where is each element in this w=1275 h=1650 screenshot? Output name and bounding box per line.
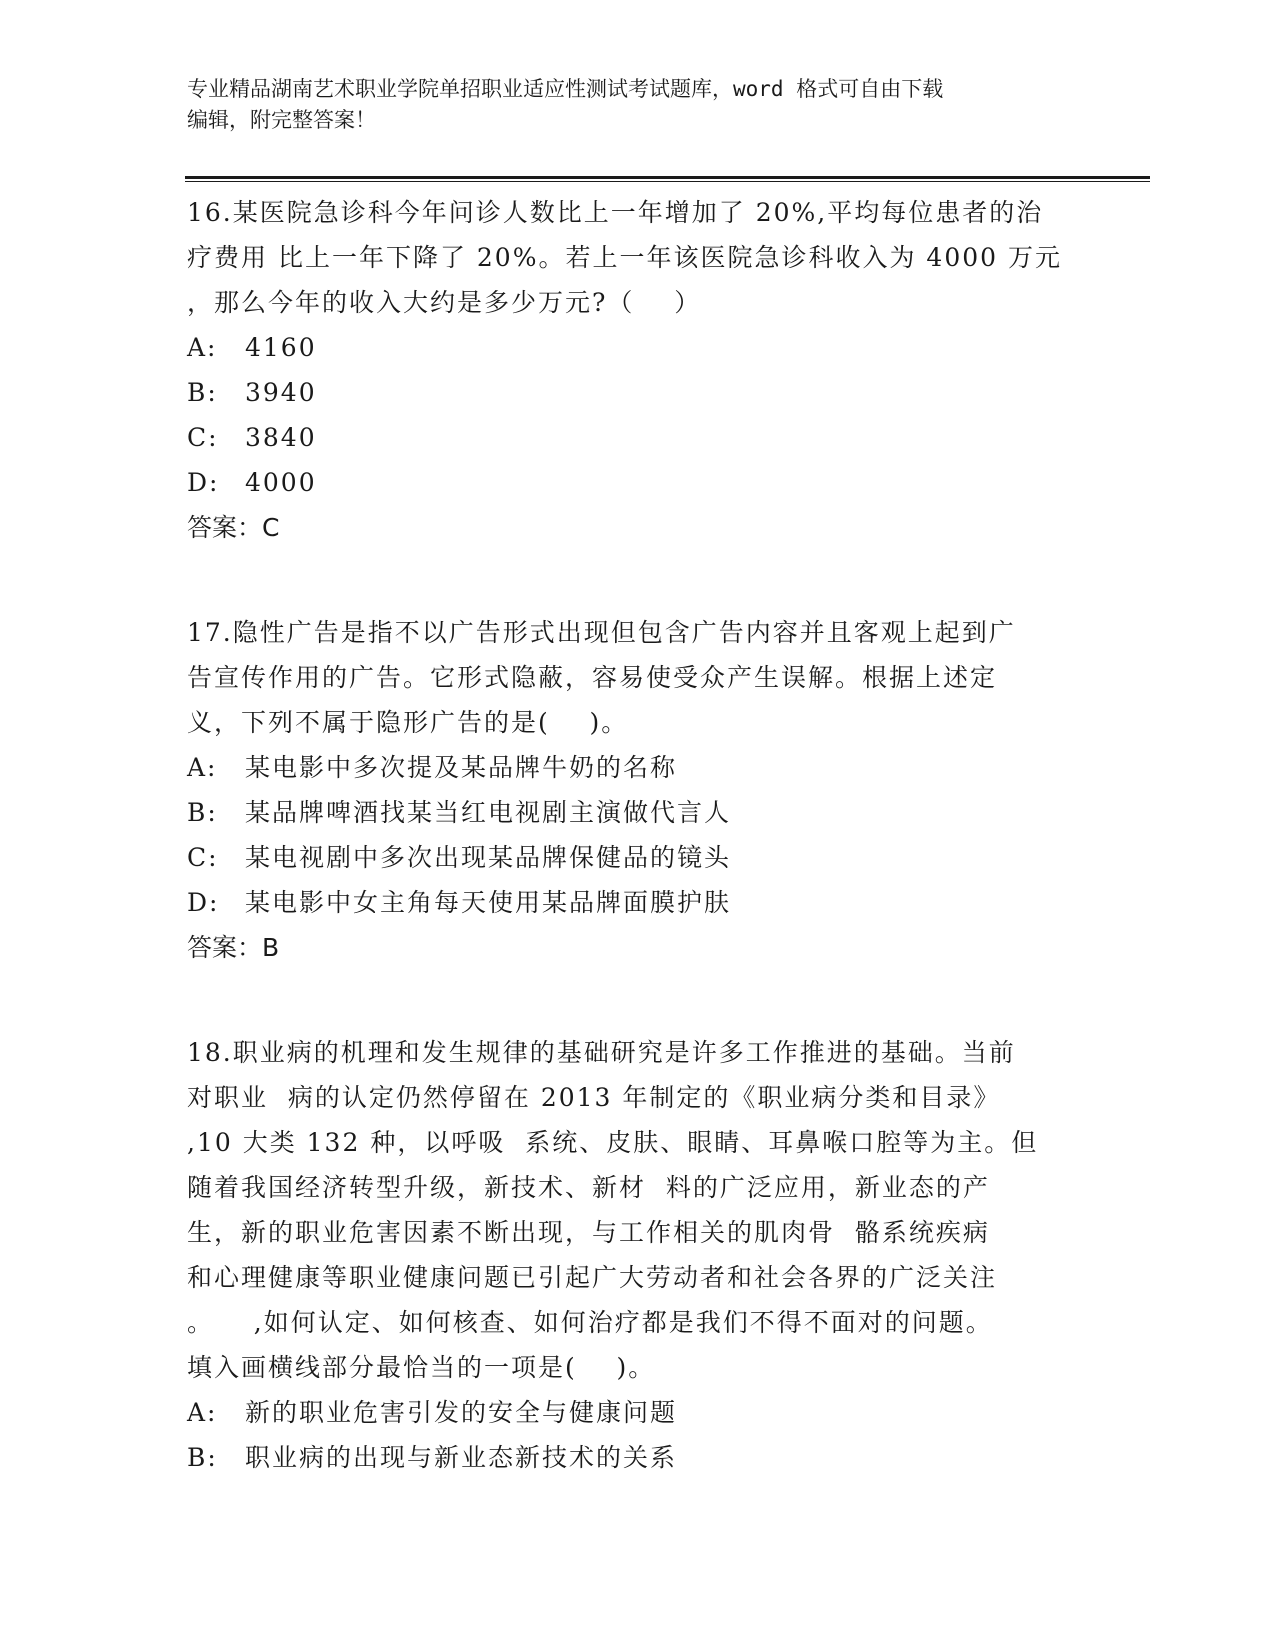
question-text-line: 16.某医院急诊科今年问诊人数比上一年增加了 20%,平均每位患者的治 — [187, 198, 1044, 227]
question-spacer — [187, 970, 1087, 1030]
question-text-line: ,10 大类 132 种，以呼吸 系统、皮肤、眼睛、耳鼻喉口腔等为主。但 — [187, 1128, 1039, 1157]
option-d — [187, 460, 1087, 505]
option-c — [187, 415, 1087, 460]
option-b — [187, 790, 1087, 835]
option-d — [187, 880, 1087, 925]
question-spacer — [187, 550, 1087, 610]
question-text-line: 和心理健康等职业健康问题已引起广大劳动者和社会各界的广泛关注 — [187, 1263, 998, 1292]
question-text-line: 告宣传作用的广告。它形式隐蔽，容易使受众产生误解。根据上述定 — [187, 663, 998, 692]
option-a — [187, 325, 1087, 370]
option-text: 4000 — [245, 468, 317, 497]
option-text: 3840 — [245, 423, 317, 452]
header-line-1: 专业精品湖南艺术职业学院单招职业适应性测试考试题库，word 格式可自由下载 — [187, 77, 944, 101]
option-text: 4160 — [245, 333, 317, 362]
option-text: 某电视剧中多次出现某品牌保健品的镜头 — [245, 843, 732, 872]
question-text-line: ，那么今年的收入大约是多少万元?（ ） — [187, 288, 702, 317]
option-text: 某电影中多次提及某品牌牛奶的名称 — [245, 753, 678, 782]
question-text-line: 对职业 病的认定仍然停留在 2013 年制定的《职业病分类和目录》 — [187, 1083, 1001, 1112]
option-text: 3940 — [245, 378, 317, 407]
option-letter: A: — [187, 753, 218, 782]
option-letter: A: — [187, 333, 218, 362]
header-divider-thin — [185, 181, 1150, 182]
question-text-line: 。 ,如何认定、如何核查、如何治疗都是我们不得不面对的问题。 — [187, 1308, 993, 1337]
question-text-line: 义，下列不属于隐形广告的是( )。 — [187, 708, 629, 737]
header-divider-thick — [185, 176, 1150, 179]
question-text-line: 疗费用 比上一年下降了 20%。若上一年该医院急诊科收入为 4000 万元 — [187, 243, 1062, 272]
question-text-line: 18.职业病的机理和发生规律的基础研究是许多工作推进的基础。当前 — [187, 1038, 1016, 1067]
answer-label: 答案：B — [187, 933, 280, 962]
option-letter: B: — [187, 1443, 218, 1472]
option-letter: C: — [187, 843, 219, 872]
option-text: 职业病的出现与新业态新技术的关系 — [245, 1443, 678, 1472]
header-line-2: 编辑，附完整答案！ — [187, 108, 376, 132]
question-text-line: 17.隐性广告是指不以广告形式出现但包含广告内容并且客观上起到广 — [187, 618, 1016, 647]
question-18 — [187, 1030, 1087, 1480]
page-header — [187, 74, 1067, 136]
option-a — [187, 1390, 1087, 1435]
option-letter: D: — [187, 468, 220, 497]
option-c — [187, 835, 1087, 880]
option-letter: D: — [187, 888, 220, 917]
option-a — [187, 745, 1087, 790]
question-text-line: 随着我国经济转型升级，新技术、新材 料的广泛应用，新业态的产 — [187, 1173, 990, 1202]
question-16 — [187, 190, 1087, 550]
answer-label: 答案：C — [187, 513, 280, 542]
option-text: 某电影中女主角每天使用某品牌面膜护肤 — [245, 888, 732, 917]
option-b — [187, 370, 1087, 415]
option-b — [187, 1435, 1087, 1480]
question-text-line: 填入画横线部分最恰当的一项是( )。 — [187, 1353, 656, 1382]
option-letter: B: — [187, 378, 218, 407]
option-letter: A: — [187, 1398, 218, 1427]
question-17 — [187, 610, 1087, 970]
option-letter: C: — [187, 423, 219, 452]
option-letter: B: — [187, 798, 218, 827]
option-text: 新的职业危害引发的安全与健康问题 — [245, 1398, 678, 1427]
option-text: 某品牌啤酒找某当红电视剧主演做代言人 — [245, 798, 732, 827]
question-text-line: 生，新的职业危害因素不断出现，与工作相关的肌肉骨 骼系统疾病 — [187, 1218, 990, 1247]
question-list — [187, 190, 1087, 1480]
